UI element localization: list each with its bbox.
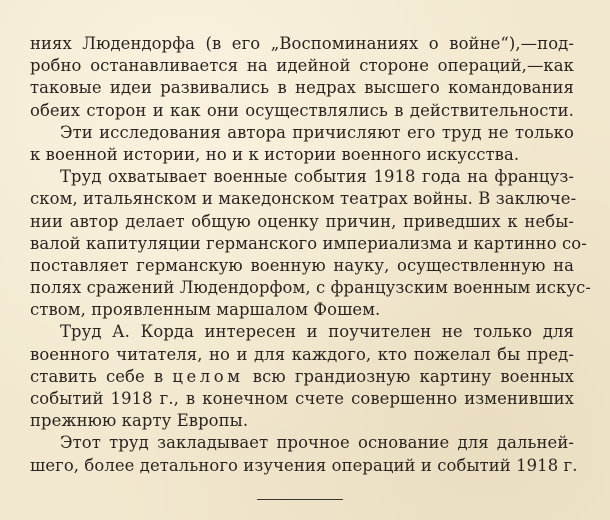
text-line: обеих сторон и как они осуществлялись в действительности.	[30, 100, 574, 120]
text-line: ском, итальянском и македонском театрах войны. В заключе-	[30, 189, 577, 209]
paragraph-first-line: Этот труд закладывает прочное основание для дальней-	[60, 433, 574, 453]
text-line: валой капитуляции германского империализма и картинно со-	[30, 233, 587, 253]
text-fragment: ставить себе в	[30, 366, 173, 386]
text-line: полях сражений Людендорфом, с французским военным искус-	[30, 278, 591, 298]
text-line: к военной истории, но и к истории военного искусства.	[30, 144, 520, 164]
text-line: прежнюю карту Европы.	[30, 411, 249, 431]
text-line-spaced-emphasis	[30, 366, 574, 388]
text-line: событий 1918 г., в конечном счете совершенно изменивших	[30, 389, 574, 408]
horizontal-rule-divider	[257, 499, 343, 500]
text-line: поставляет германскую военную науку, осуществленную на	[30, 255, 574, 275]
spaced-emphasis-word: целом	[172, 366, 244, 386]
text-line: нии автор делает общую оценку причин, приведших к небы-	[30, 211, 574, 231]
paragraph-first-line: Труд А. Корда интересен и поучителен не только для	[60, 322, 574, 342]
paragraph-first-line: Эти исследования автора причисляют его труд не только	[60, 122, 574, 142]
text-line: робно останавливается на идейной стороне операций,—как	[30, 56, 574, 76]
text-line: шего, более детального изучения операций и событий 1918 г.	[30, 455, 578, 475]
text-line: таковые идеи развивались в недрах высшего командования	[30, 78, 574, 98]
text-line: ниях Людендорфа (в его „Воспоминаниях о войне“),—под-	[30, 34, 574, 53]
text-fragment: всю грандиозную картину военных	[243, 366, 574, 386]
paragraph-first-line: Труд охватывает военные события 1918 года на француз-	[60, 167, 574, 187]
text-line: ством, проявленным маршалом Фошем.	[30, 300, 381, 320]
text-block	[30, 33, 591, 477]
text-line: военного читателя, но и для каждого, кто пожелал бы пред-	[30, 344, 574, 364]
